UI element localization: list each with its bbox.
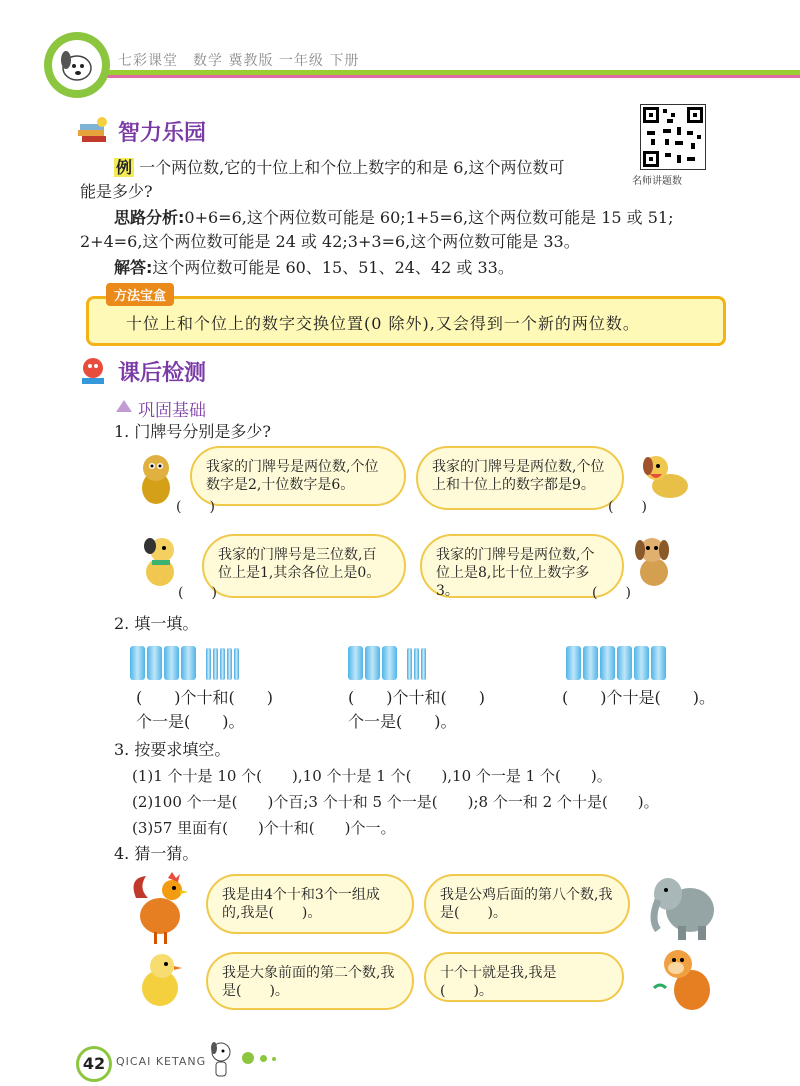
analysis-text1: 0+6=6,这个两位数可能是 60;1+5=6,这个两位数可能是 15 或 51; (184, 208, 674, 227)
method-text: 十位上和个位上的数字交换位置(0 除外),又会得到一个新的两位数。 (126, 314, 640, 333)
q1-bubble2: 我家的门牌号是两位数,个位上和十位上的数字都是9。 (416, 446, 624, 510)
section-title-kehou: 课后检测 (118, 361, 207, 386)
q4-prompt: 4. 猜一猜。 (114, 844, 199, 863)
q1-blank1[interactable]: ( ) (176, 499, 215, 515)
method-tag: 方法宝盒 (106, 283, 174, 306)
answer-text: 这个两位数可能是 60、15、51、24、42 或 33。 (152, 258, 514, 277)
analysis-line2: 2+4=6,这个两位数可能是 24 或 42;3+3=6,这个两位数可能是 33。 (80, 232, 580, 251)
ten-bundle (164, 646, 179, 680)
footer-dot (242, 1052, 254, 1064)
q4-bubble3: 我是大象前面的第二个数,我是( )。 (206, 952, 414, 1010)
ten-bundle (382, 646, 397, 680)
q3-prompt: 3. 按要求填空。 (114, 740, 231, 759)
one-stick (227, 648, 232, 680)
q2-a-line2[interactable]: 个一是( )。 (136, 712, 245, 731)
q4-bubble4: 十个十就是我,我是( )。 (424, 952, 624, 1002)
q2-a-line1[interactable]: ( )个十和( ) (136, 688, 273, 707)
dog-icon (640, 452, 694, 502)
books-icon (76, 116, 110, 146)
footer-mascot-icon (206, 1040, 236, 1080)
qr-code[interactable] (640, 104, 706, 170)
section-title-zhili: 智力乐园 (118, 121, 207, 146)
footer-dot (260, 1055, 267, 1062)
one-stick (421, 648, 426, 680)
footer-brand: QICAI KETANG (116, 1055, 207, 1068)
one-stick (213, 648, 218, 680)
one-stick (220, 648, 225, 680)
mascot-checklist-icon (76, 354, 110, 386)
q4-bubble1: 我是由4个十和3个一组成的,我是( )。 (206, 874, 414, 934)
one-stick (414, 648, 419, 680)
q1-blank3[interactable]: ( ) (178, 585, 217, 601)
header-bar-accent (88, 75, 800, 78)
q2-bundles-c (566, 640, 676, 680)
q2-bundles-a (130, 640, 260, 680)
footer-dot (272, 1057, 276, 1061)
elephant-icon (646, 864, 718, 944)
rooster-icon (128, 868, 192, 946)
monkey-icon (134, 452, 182, 508)
one-stick (206, 648, 211, 680)
q2-c-line1[interactable]: ( )个十是( )。 (562, 688, 715, 707)
subsection-title: 巩固基础 (138, 401, 206, 421)
q2-prompt: 2. 填一填。 (114, 614, 199, 633)
q1-blank4[interactable]: ( ) (592, 585, 631, 601)
chick-icon (132, 950, 188, 1010)
q2-bundles-b (348, 640, 448, 680)
qr-label: 名师讲题数 (632, 176, 682, 187)
q1-blank2[interactable]: ( ) (608, 499, 647, 515)
q1-bubble1: 我家的门牌号是两位数,个位数字是2,十位数字是6。 (190, 446, 406, 506)
ten-bundle (365, 646, 380, 680)
ten-bundle (147, 646, 162, 680)
ten-bundle (651, 646, 666, 680)
ten-bundle (566, 646, 581, 680)
subsection-icon (114, 398, 134, 414)
example-tag: 例 (116, 158, 133, 177)
ten-bundle (348, 646, 363, 680)
q4-bubble2: 我是公鸡后面的第八个数,我是( )。 (424, 874, 630, 934)
header-title: 七彩课堂 数学 冀教版 一年级 下册 (118, 53, 360, 69)
dog-bandana-icon (136, 534, 184, 590)
ten-bundle (634, 646, 649, 680)
q1-bubble3: 我家的门牌号是三位数,百位上是1,其余各位上是0。 (202, 534, 406, 598)
q3-line1[interactable]: (1)1 个十是 10 个( ),10 个十是 1 个( ),10 个一是 1 个( )。 (132, 767, 612, 785)
answer-line (114, 256, 514, 280)
puppy-icon (626, 534, 676, 588)
ten-bundle (617, 646, 632, 680)
example-line2: 能是多少? (80, 182, 153, 201)
ten-bundle (181, 646, 196, 680)
answer-label: 解答: (114, 258, 153, 277)
q1-bubble4: 我家的门牌号是两位数,个位上是8,比十位上数字多3。 (420, 534, 624, 598)
example-line1 (114, 156, 634, 180)
ten-bundle (600, 646, 615, 680)
q1-prompt: 1. 门牌号分别是多少? (114, 422, 271, 441)
one-stick (407, 648, 412, 680)
analysis-label: 思路分析: (114, 208, 185, 227)
page-number: 42 (76, 1046, 112, 1082)
q2-b-line2[interactable]: 个一是( )。 (348, 712, 457, 731)
ten-bundle (583, 646, 598, 680)
mascot-dog-icon (52, 40, 102, 90)
one-stick (234, 648, 239, 680)
ten-bundle (130, 646, 145, 680)
q3-line3[interactable]: (3)57 里面有( )个十和( )个一。 (132, 819, 396, 837)
q3-line2[interactable]: (2)100 个一是( )个百;3 个十和 5 个一是( );8 个一和 2 个十是( )。 (132, 793, 659, 811)
q2-b-line1[interactable]: ( )个十和( ) (348, 688, 485, 707)
analysis-line1 (114, 206, 754, 230)
monkey-banana-icon (650, 944, 722, 1018)
example-text: 一个两位数,它的十位上和个位上数字的和是 6,这个两位数可 (139, 158, 565, 177)
